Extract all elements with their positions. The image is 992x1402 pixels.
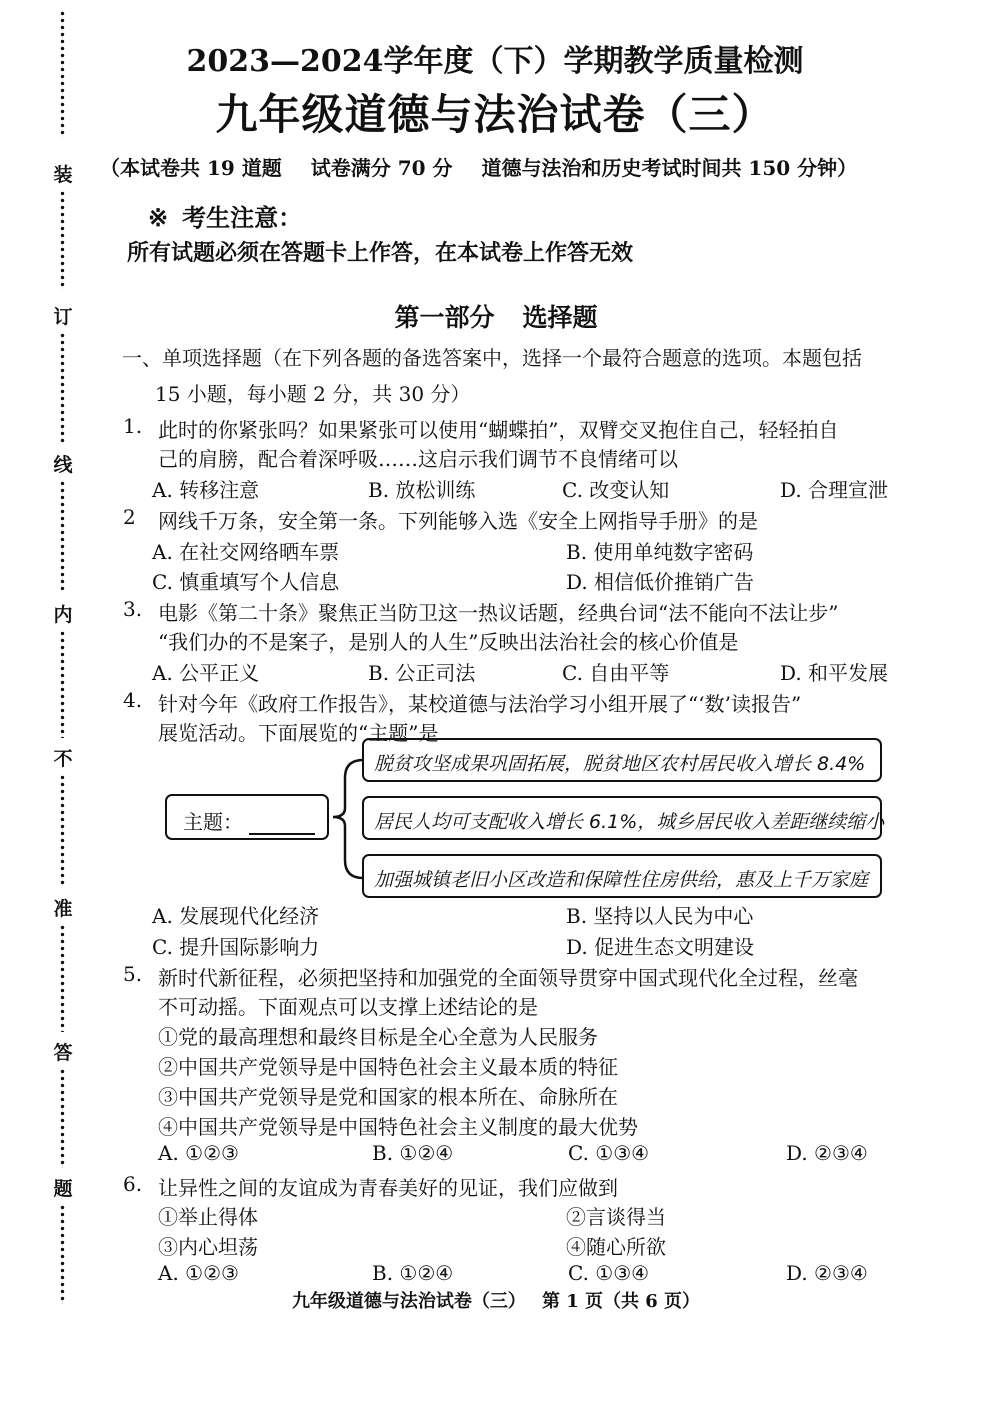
info-time: 道德与法治和历史考试时间共 150 分钟） bbox=[481, 156, 858, 180]
statement: ①党的最高理想和最终目标是全心全意为人民服务 bbox=[158, 1025, 598, 1049]
question-text: 不可动摇。下面观点可以支撑上述结论的是 bbox=[158, 995, 538, 1019]
dotted-line bbox=[60, 190, 65, 290]
dotted-line bbox=[60, 924, 65, 1032]
option-a: A. ①②③ bbox=[158, 1261, 239, 1285]
option-d: D. 和平发展 bbox=[780, 661, 889, 685]
option-b: B. ①②④ bbox=[372, 1261, 454, 1285]
dotted-line bbox=[60, 480, 65, 590]
statement: ④中国共产党领导是中国特色社会主义制度的最大优势 bbox=[158, 1115, 638, 1139]
statement: ①举止得体 bbox=[158, 1205, 258, 1229]
notice-title-text: 考生注意： bbox=[182, 203, 303, 232]
option-b: B. 坚持以人民为中心 bbox=[566, 904, 754, 928]
dotted-line bbox=[60, 332, 65, 444]
section-instruction: 15 小题，每小题 2 分，共 30 分） bbox=[155, 382, 471, 406]
option-b: B. ①②④ bbox=[372, 1141, 454, 1165]
diagram-item: 加强城镇老旧小区改造和保障性住房供给，惠及上千万家庭 bbox=[362, 854, 882, 898]
binding-char: 线 bbox=[53, 454, 73, 476]
statement: ②言谈得当 bbox=[566, 1205, 666, 1229]
part-name: 选择题 bbox=[522, 303, 598, 332]
theme-diagram bbox=[165, 738, 895, 900]
option-a: A. ①②③ bbox=[158, 1141, 239, 1165]
theme-label: 主题： bbox=[183, 810, 243, 834]
question-text: 己的肩膀，配合着深呼吸……这启示我们调节不良情绪可以 bbox=[158, 447, 678, 471]
section-instruction: 一、单项选择题（在下列各题的备选答案中，选择一个最符合题意的选项。本题包括 bbox=[122, 346, 862, 370]
binding-char: 不 bbox=[53, 748, 73, 770]
option-d: D. 相信低价推销广告 bbox=[566, 570, 755, 594]
statement: ③中国共产党领导是党和国家的根本所在、命脉所在 bbox=[158, 1085, 618, 1109]
binding-char: 准 bbox=[53, 898, 73, 920]
question-text: 此时的你紧张吗？如果紧张可以使用“蝴蝶拍”，双臂交叉抱住自己，轻轻拍自 bbox=[158, 418, 839, 442]
dotted-line bbox=[60, 774, 65, 886]
option-a: A. 在社交网络晒车票 bbox=[152, 540, 340, 564]
question-number: 5. bbox=[123, 962, 143, 986]
option-d: D. ②③④ bbox=[786, 1141, 868, 1165]
statement: ④随心所欲 bbox=[566, 1235, 666, 1259]
diagram-item: 脱贫攻坚成果巩固拓展，脱贫地区农村居民收入增长 8.4% bbox=[362, 738, 882, 782]
question-text: 让异性之间的友谊成为青春美好的见证，我们应做到 bbox=[158, 1176, 618, 1200]
notice-title bbox=[148, 198, 302, 233]
option-c: C. 慎重填写个人信息 bbox=[152, 570, 340, 594]
info-count: （本试卷共 19 道题 bbox=[100, 156, 282, 180]
question-text: 针对今年《政府工作报告》，某校道德与法治学习小组开展了“‘数’读报告” bbox=[158, 692, 802, 716]
statement: ②中国共产党领导是中国特色社会主义最本质的特征 bbox=[158, 1055, 618, 1079]
footer-title: 九年级道德与法治试卷（三） bbox=[291, 1291, 526, 1312]
dotted-line bbox=[60, 10, 65, 138]
question-number: 4. bbox=[123, 688, 143, 712]
question-number: 1. bbox=[123, 414, 143, 438]
question-text: “我们办的不是案子，是别人的人生”反映出法治社会的核心价值是 bbox=[158, 630, 739, 654]
notice-body: 所有试题必须在答题卡上作答，在本试卷上作答无效 bbox=[127, 240, 634, 266]
exam-title-line2: 九年级道德与法治试卷（三） bbox=[215, 90, 775, 139]
dotted-line bbox=[60, 1068, 65, 1168]
question-number: 6. bbox=[123, 1172, 143, 1196]
binding-margin bbox=[52, 10, 74, 1310]
option-d: D. 促进生态文明建设 bbox=[566, 935, 755, 959]
question-number: 3. bbox=[123, 597, 143, 621]
question-text: 网线千万条，安全第一条。下列能够入选《安全上网指导手册》的是 bbox=[158, 509, 758, 533]
option-d: D. ②③④ bbox=[786, 1261, 868, 1285]
part-label: 第一部分 bbox=[394, 303, 495, 332]
option-c: C. ①③④ bbox=[568, 1141, 650, 1165]
option-a: A. 转移注意 bbox=[152, 478, 260, 502]
diagram-item: 居民人均可支配收入增长 6.1%，城乡居民收入差距继续缩小 bbox=[362, 796, 882, 840]
question-text: 展览活动。下面展览的“主题”是 bbox=[158, 721, 439, 745]
binding-char: 订 bbox=[53, 306, 73, 328]
diagram-brace bbox=[327, 738, 367, 900]
part-heading bbox=[0, 298, 992, 334]
page-footer bbox=[0, 1287, 992, 1313]
option-b: B. 放松训练 bbox=[368, 478, 476, 502]
option-c: C. 自由平等 bbox=[562, 661, 670, 685]
statement: ③内心坦荡 bbox=[158, 1235, 258, 1259]
footer-page: 第 1 页（共 6 页） bbox=[541, 1291, 701, 1312]
exam-title-line1: 2023—2024学年度（下）学期教学质量检测 bbox=[186, 44, 804, 79]
question-text: 新时代新征程，必须把坚持和加强党的全面领导贯穿中国式现代化全过程，丝毫 bbox=[158, 966, 858, 990]
theme-blank bbox=[249, 815, 315, 835]
binding-char: 装 bbox=[53, 164, 73, 186]
binding-char: 答 bbox=[53, 1042, 73, 1064]
option-a: A. 公平正义 bbox=[152, 661, 260, 685]
binding-char: 内 bbox=[53, 604, 73, 626]
option-b: B. 使用单纯数字密码 bbox=[566, 540, 754, 564]
option-a: A. 发展现代化经济 bbox=[152, 904, 320, 928]
dotted-line bbox=[60, 630, 65, 738]
option-c: C. ①③④ bbox=[568, 1261, 650, 1285]
option-c: C. 提升国际影响力 bbox=[152, 935, 320, 959]
binding-char: 题 bbox=[53, 1178, 73, 1200]
option-d: D. 合理宣泄 bbox=[780, 478, 889, 502]
info-score: 试卷满分 70 分 bbox=[310, 156, 453, 180]
notice-mark: ※ bbox=[148, 203, 169, 232]
question-number: 2 bbox=[123, 505, 136, 529]
question-text: 电影《第二十条》聚焦正当防卫这一热议话题，经典台词“法不能向不法让步” bbox=[158, 601, 839, 625]
option-b: B. 公正司法 bbox=[368, 661, 476, 685]
theme-box bbox=[165, 794, 329, 840]
option-c: C. 改变认知 bbox=[562, 478, 670, 502]
exam-info bbox=[100, 152, 920, 181]
